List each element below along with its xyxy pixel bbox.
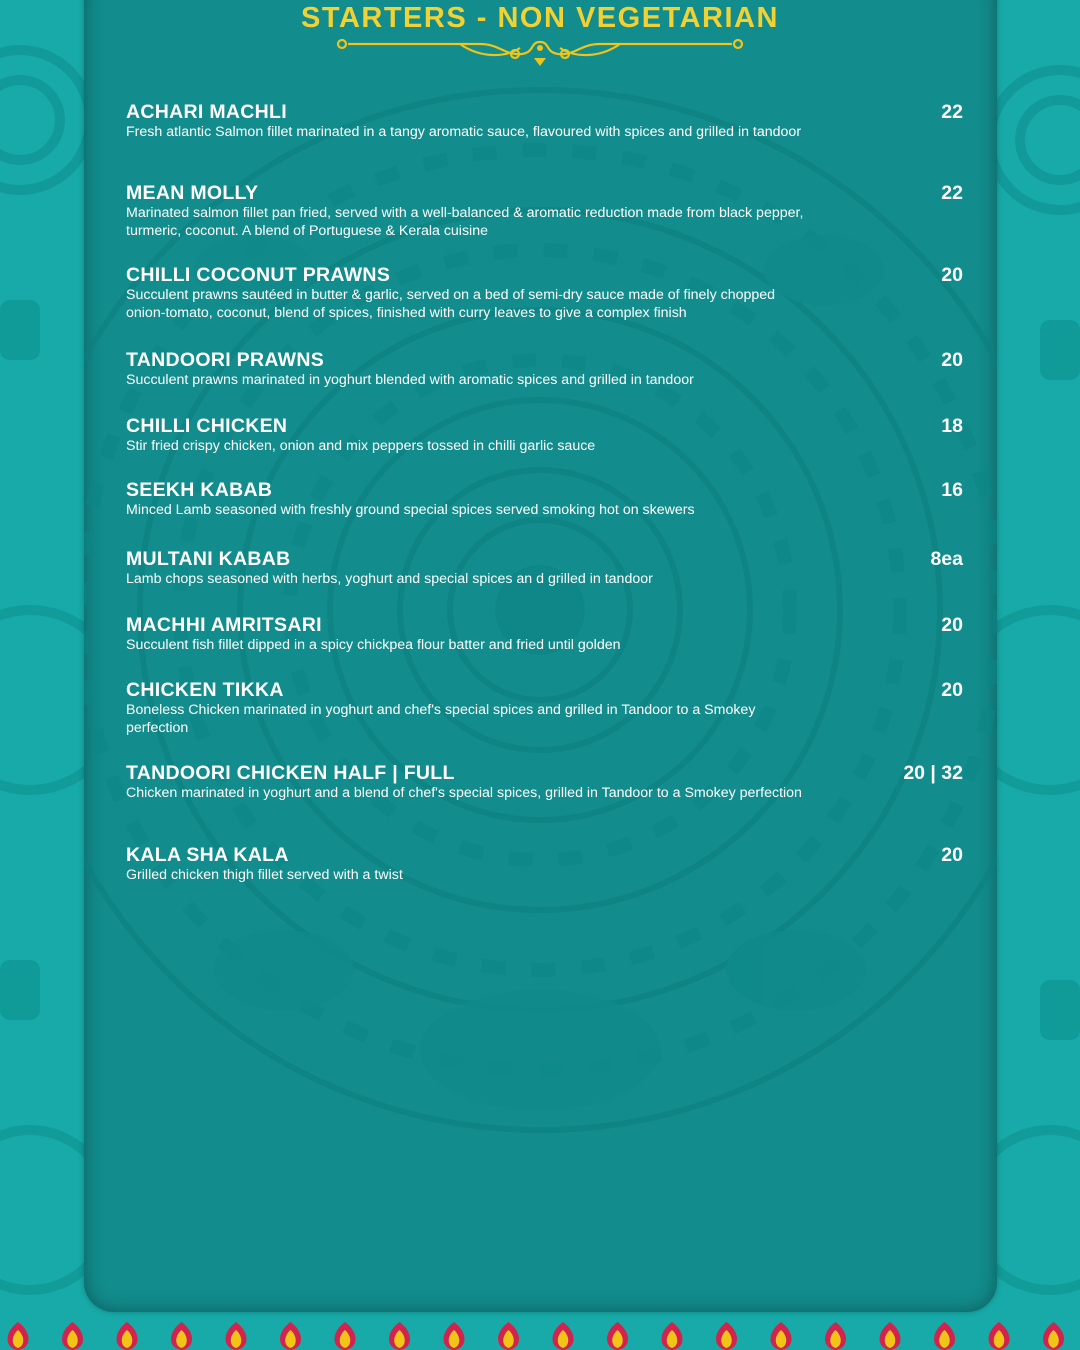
item-description: Marinated salmon fillet pan fried, served with a well-balanced & aromatic reduction made from black pepper, turmeric, coconut. A blend of Portuguese & Kerala cuisine: [126, 205, 804, 239]
menu-item: [126, 181, 966, 240]
item-description: Succulent fish fillet dipped in a spicy chickpea flour batter and fried until golden: [126, 637, 621, 653]
ornamental-divider-icon: [330, 34, 750, 74]
item-description: Succulent prawns sautéed in butter & garlic, served on a bed of semi-dry sauce made of finely chopped onion-tomato, coconut, blend of spices, finished with curry leaves to give a complex finish: [126, 287, 776, 321]
item-name: KALA SHA KALA: [126, 844, 289, 866]
item-price: 20: [941, 844, 963, 866]
item-name: CHILLI COCONUT PRAWNS: [126, 264, 391, 286]
item-price: 20: [941, 679, 963, 701]
paisley-border-icon: [0, 1318, 1080, 1350]
item-description: Fresh atlantic Salmon fillet marinated in a tangy aromatic sauce, flavoured with spices and grilled in tandoor: [126, 124, 802, 140]
item-price: 8ea: [930, 548, 963, 570]
menu-item: [126, 761, 966, 802]
item-price: 20 | 32: [903, 762, 963, 784]
item-name: MEAN MOLLY: [126, 182, 259, 204]
item-description: Grilled chicken thigh fillet served with a twist: [126, 867, 403, 883]
item-price: 20: [941, 349, 963, 371]
item-description: Minced Lamb seasoned with freshly ground special spices served smoking hot on skewers: [126, 502, 695, 518]
item-price: 18: [941, 415, 963, 437]
menu-item: [126, 843, 966, 884]
item-name: MULTANI KABAB: [126, 548, 291, 570]
item-description: Lamb chops seasoned with herbs, yoghurt and special spices an d grilled in tandoor: [126, 571, 653, 587]
item-price: 16: [941, 479, 963, 501]
menu-item: [126, 263, 966, 322]
item-name: SEEKH KABAB: [126, 479, 273, 501]
menu-item: [126, 348, 966, 389]
item-price: 22: [941, 101, 963, 123]
menu-item: [126, 547, 966, 588]
item-description: Stir fried crispy chicken, onion and mix peppers tossed in chilli garlic sauce: [126, 438, 596, 454]
menu-item: [126, 478, 966, 519]
item-name: MACHHI AMRITSARI: [126, 614, 322, 636]
item-name: CHILLI CHICKEN: [126, 415, 288, 437]
item-description: Boneless Chicken marinated in yoghurt and chef's special spices and grilled in Tandoor to a Smokey perfection: [126, 702, 756, 736]
item-name: TANDOORI PRAWNS: [126, 349, 325, 371]
page-title: STARTERS - NON VEGETARIAN: [301, 2, 779, 34]
item-description: Succulent prawns marinated in yoghurt blended with aromatic spices and grilled in tandoor: [126, 372, 694, 388]
item-description: Chicken marinated in yoghurt and a blend of chef's special spices, grilled in Tandoor to a Smokey perfection: [126, 785, 802, 801]
menu-item: [126, 100, 966, 141]
menu-item: [126, 613, 966, 654]
item-name: TANDOORI CHICKEN HALF | FULL: [126, 762, 455, 784]
item-name: ACHARI MACHLI: [126, 101, 287, 123]
menu-item: [126, 678, 966, 737]
menu-item: [126, 414, 966, 455]
item-price: 20: [941, 264, 963, 286]
item-name: CHICKEN TIKKA: [126, 679, 284, 701]
item-price: 22: [941, 182, 963, 204]
item-price: 20: [941, 614, 963, 636]
